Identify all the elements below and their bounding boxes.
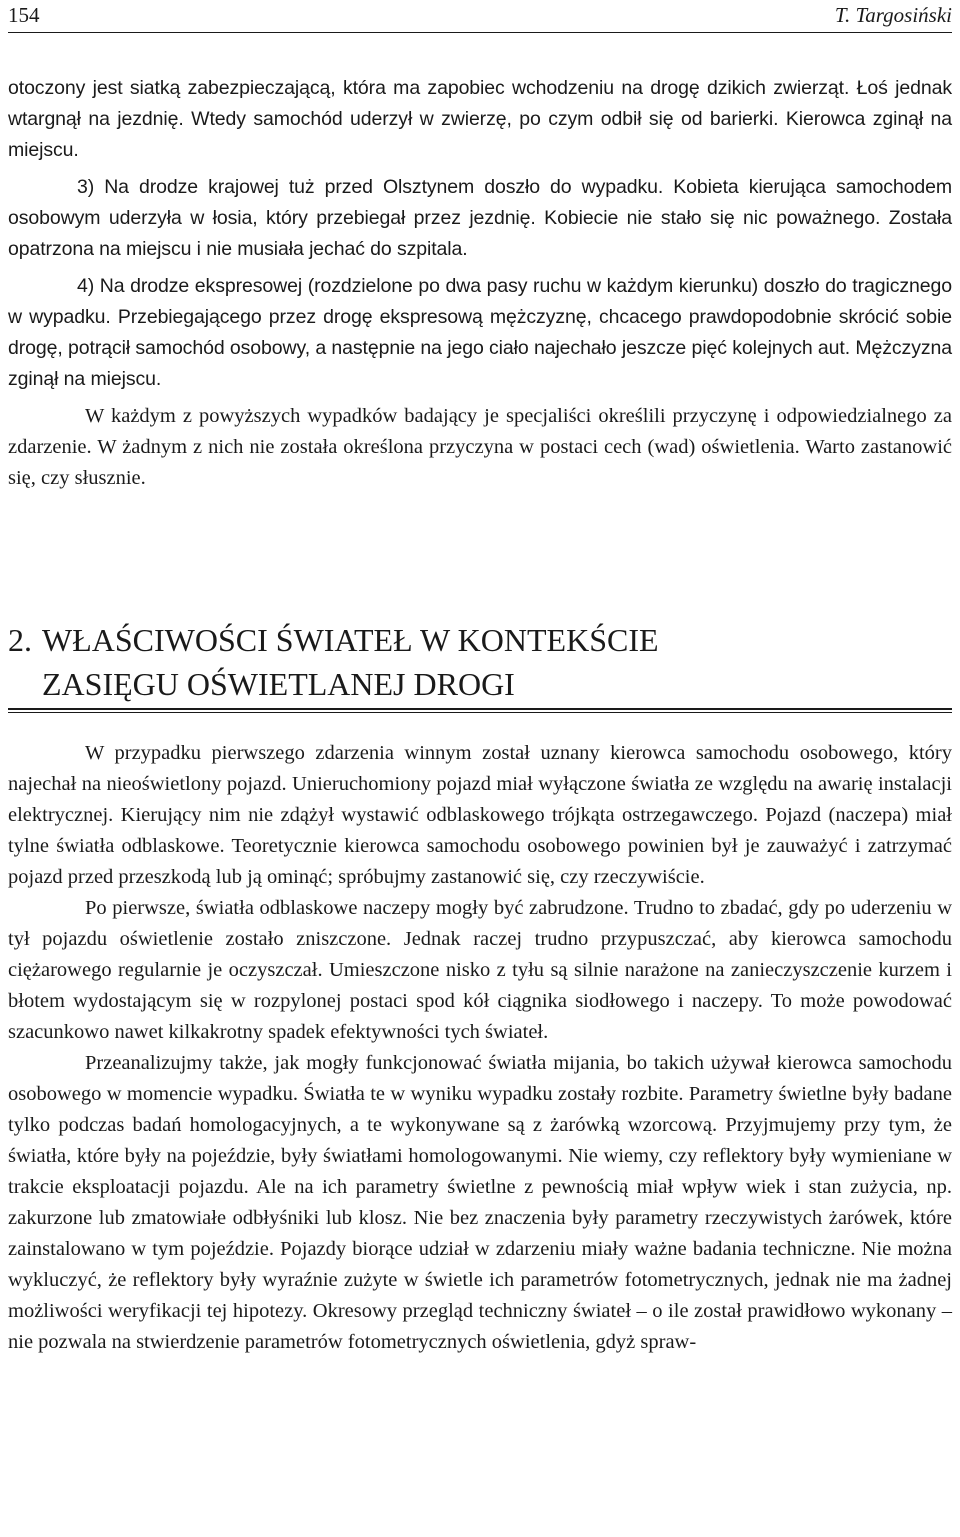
intro-text — [8, 73, 952, 494]
page-number: 154 — [8, 3, 40, 27]
running-header — [8, 0, 952, 33]
paragraph: W każdym z powyższych wypadków badający je specjaliści określili przyczynę i odpowiedzialnego za zdarzenie. W żadnym z nich nie została określona przyczyna w postaci cech (wad) oświetlenia. Warto zastanowić się, czy słusznie. — [8, 405, 952, 489]
section-text — [8, 738, 952, 1358]
paragraph: W przypadku pierwszego zdarzenia winnym został uznany kierowca samochodu osobowego, który najechał na nieoświetlony pojazd. Unieruchomiony pojazd miał wyłączone światła ze względu na awarię instalacji elektrycznej. Kierujący nim nie zdążył wystawić odblaskowego trójkąta ostrzegawczego. Pojazd (naczepa) miał tylne światła odblaskowe. Teoretycznie kierowca samochodu osobowego powinien był je zauważyć i zatrzymać pojazd przed przeszkodą lub ją ominąć; spróbujmy zastanowić się, czy rzeczywiście. — [8, 742, 952, 888]
section-heading — [8, 618, 952, 710]
paragraph: Po pierwsze, światła odblaskowe naczepy mogły być zabrudzone. Trudno to zbadać, gdy po uderzeniu w tył pojazdu oświetlenie zostało zniszczone. Jednak raczej trudno przypuszczać, aby kierowca samochodu ciężarowego regularnie je oczyszczał. Umieszczone nisko z tyłu są silnie narażone na zanieczyszczenie kurzem i błotem wydostającym się w rozpylonej postaci spod kół ciągnika siodłowego i naczepy. To może powodować szacunkowo nawet kilkakrotny spadek efektywności tych świateł. — [8, 897, 952, 1043]
section-number: 2. — [8, 622, 32, 658]
section-title-line2: ZASIĘGU OŚWIETLANEJ DROGI — [42, 666, 515, 702]
paragraph: otoczony jest siatką zabezpieczającą, która ma zapobiec wchodzeniu na drogę dzikich zwierząt. Łoś jednak wtargnął na jezdnię. Wtedy samochód uderzył w zwierzę, po czym odbił się od barierki. Kierowca zginął na miejscu. — [8, 77, 952, 161]
paragraph: Przeanalizujmy także, jak mogły funkcjonować światła mijania, bo takich używał kierowca samochodu osobowego w momencie wypadku. Światła te w wyniku wypadku zostały rozbite. Parametry świetlne były badane tylko podczas badań homologacyjnych, a te wykonywane są z żarówką wzorcową. Przyjmujemy przy tym, że światła, które były na pojeździe, były światłami homologowanymi. Nie wiemy, czy reflektory były wymieniane w trakcie eksploatacji pojazdu. Ale na ich parametry świetlne z pewnością miał wpływ wiek i stan zużycia, np. zakurzone lub zmatowiałe odbłyśniki lub klosz. Nie bez znaczenia były parametry rzeczywistych żarówek, które zainstalowano w tym pojeździe. Pojazdy biorące udział w zdarzeniu miały ważne badania techniczne. Nie można wykluczyć, że reflektory były wyraźnie zużyte w świetle ich parametrów fotometrycznych, jednak nie ma żadnej możliwości weryfikacji tej hipotezy. Okresowy przegląd techniczny świateł – o ile został prawidłowo wykonany – nie pozwala na stwierdzenie parametrów fotometrycznych oświetlenia, gdyż spraw- — [8, 1052, 952, 1353]
section-title-line1: WŁAŚCIWOŚCI ŚWIATEŁ W KONTEKŚCIE — [42, 622, 659, 658]
paragraph: 3) Na drodze krajowej tuż przed Olsztynem doszło do wypadku. Kobieta kierująca samochodem osobowym uderzyła w łosia, który przebiegał przez jezdnię. Kobiecie nie stało się nic poważnego. Została opatrzona na miejscu i nie musiała jechać do szpitala. — [8, 176, 952, 260]
running-header-author: T. Targosiński — [834, 3, 952, 27]
paragraph: 4) Na drodze ekspresowej (rozdzielone po dwa pasy ruchu w każdym kierunku) doszło do tragicznego w wypadku. Przebiegającego przez drogę ekspresową mężczyznę, chcacego prawdopodobnie skrócić sobie drogę, potrącił samochód osobowy, a następnie na jego ciało najechało jeszcze pięć kolejnych aut. Mężczyzna zginął na miejscu. — [8, 275, 952, 390]
